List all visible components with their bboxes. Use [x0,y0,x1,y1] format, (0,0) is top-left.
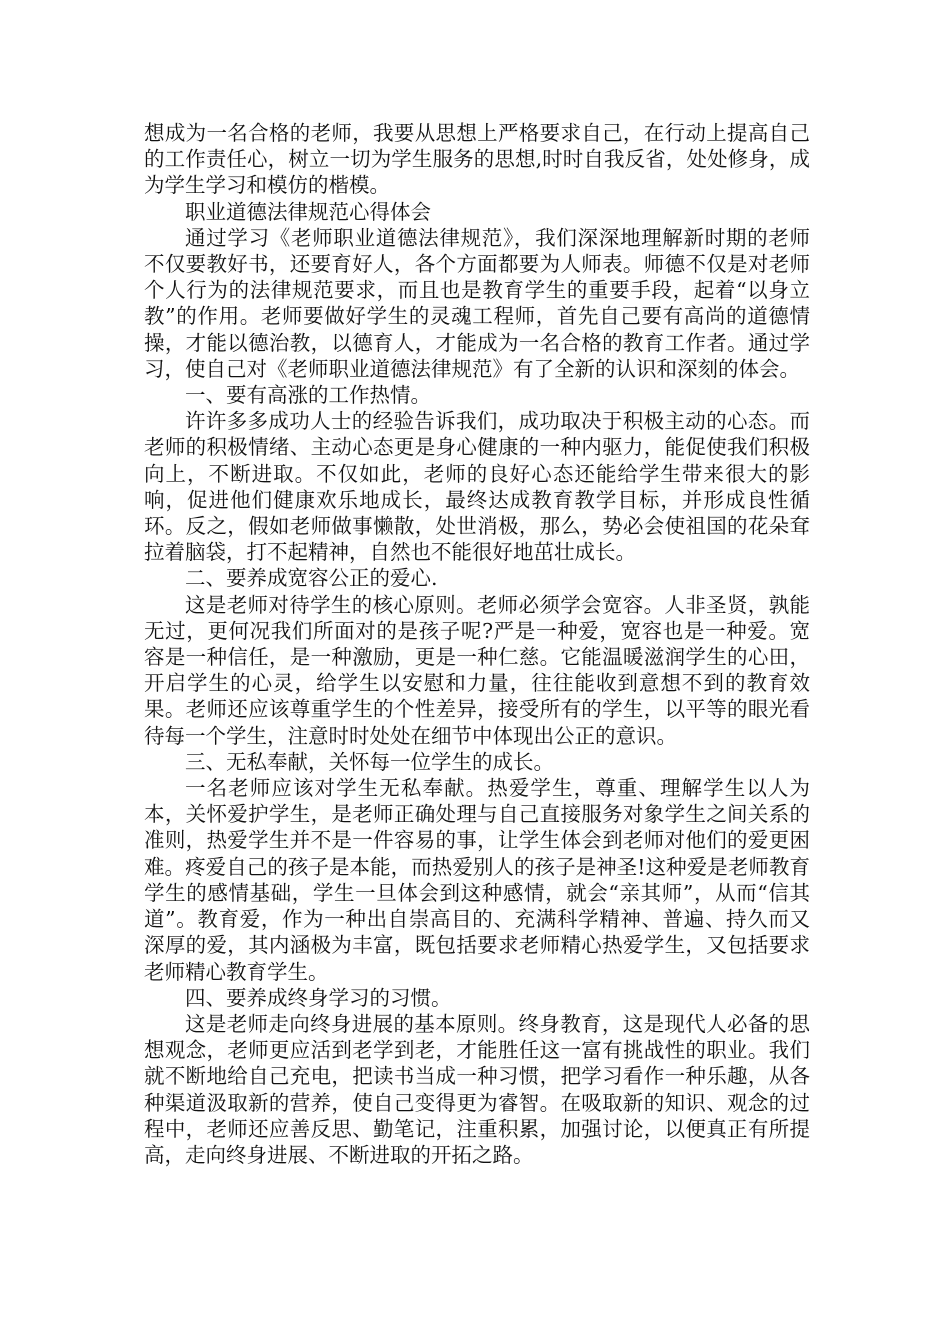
opening-paragraph: 通过学习《老师职业道德法律规范》，我们深深地理解新时期的老师不仅要教好书，还要育好人，各个方面都要为人师表。师德不仅是对老师个人行为的法律规范要求，而且也是教育学生的重要手段，起着“以身立教”的作用。老师要做好学生的灵魂工程师，首先自己要有高尚的道德情操，才能以德治教，以德育人，才能成为一名合格的教育工作者。通过学习，使自己对《老师职业道德法律规范》有了全新的认识和深刻的体会。 [144,225,810,381]
section-body-2: 这是老师对待学生的核心原则。老师必须学会宽容。人非圣贤，孰能无过，更何况我们所面对的是孩子呢?严是一种爱，宽容也是一种爱。宽容是一种信任，是一种激励，更是一种仁慈。它能温暖滋润学生的心田，开启学生的心灵，给学生以安慰和力量，往往能收到意想不到的教育效果。老师还应该尊重学生的个性差异，接受所有的学生，以平等的眼光看待每一个学生，注意时时处处在细节中体现出公正的意识。 [144,592,810,748]
intro-paragraph: 想成为一名合格的老师，我要从思想上严格要求自己，在行动上提高自己的工作责任心，树立一切为学生服务的思想,时时自我反省，处处修身，成为学生学习和模仿的楷模。 [144,121,810,198]
section-heading-3: 三、无私奉献，关怀每一位学生的成长。 [185,749,554,774]
document-page [144,120,810,1168]
section-heading-1: 一、要有高涨的工作热情。 [185,383,431,408]
section-heading-2: 二、要养成宽容公正的爱心. [185,566,438,591]
section-body-3: 一名老师应该对学生无私奉献。热爱学生，尊重、理解学生以人为本，关怀爱护学生，是老师正确处理与自己直接服务对象学生之间关系的准则，热爱学生并不是一件容易的事，让学生体会到老师对他们的爱更困难。疼爱自己的孩子是本能，而热爱别人的孩子是神圣!这种爱是老师教育学生的感情基础，学生一旦体会到这种感情，就会“亲其师”，从而“信其道”。教育爱，作为一种出自崇高目的、充满科学精神、普遍、持久而又深厚的爱，其内涵极为丰富，既包括要求老师精心热爱学生，又包括要求老师精心教育学生。 [144,776,810,984]
section-heading-4: 四、要养成终身学习的习惯。 [185,985,452,1010]
document-title: 职业道德法律规范心得体会 [185,199,431,224]
section-body-1: 许许多多成功人士的经验告诉我们，成功取决于积极主动的心态。而老师的积极情绪、主动心态更是身心健康的一种内驱力，能促使我们积极向上，不断进取。不仅如此，老师的良好心态还能给学生带来很大的影响，促进他们健康欢乐地成长，最终达成教育教学目标，并形成良性循环。反之，假如老师做事懒散，处世消极，那么，势必会使祖国的花朵耷拉着脑袋，打不起精神，自然也不能很好地茁壮成长。 [144,409,810,565]
section-body-4: 这是老师走向终身进展的基本原则。终身教育，这是现代人必备的思想观念，老师更应活到老学到老，才能胜任这一富有挑战性的职业。我们就不断地给自己充电，把读书当成一种习惯，把学习看作一种乐趣，从各种渠道汲取新的营养，使自己变得更为睿智。在吸取新的知识、观念的过程中，老师还应善反思、勤笔记，注重积累，加强讨论，以便真正有所提高，走向终身进展、不断进取的开拓之路。 [144,1011,810,1167]
